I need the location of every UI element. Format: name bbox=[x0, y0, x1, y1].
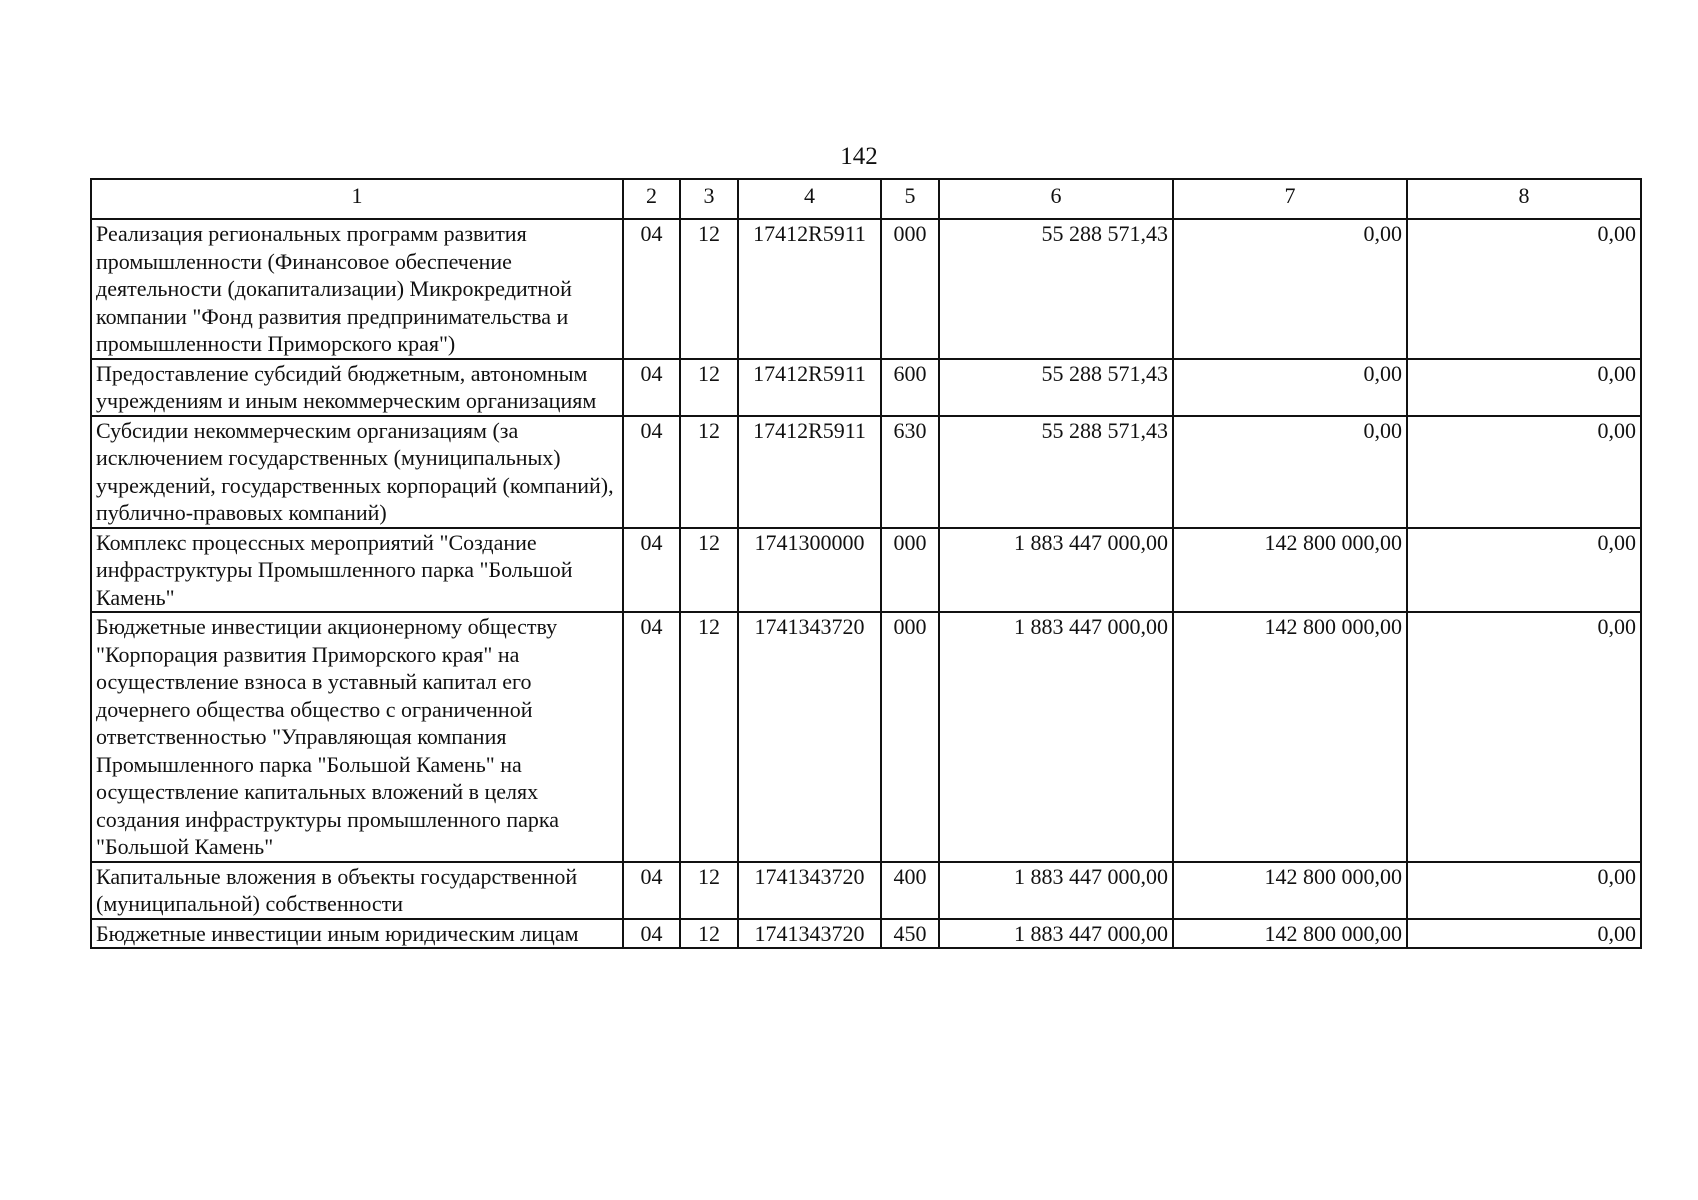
row-name-cell: Комплекс процессных мероприятий "Создание инфраструктуры Промышленного парка "Большой Камень" bbox=[91, 528, 623, 613]
amount-col7-cell: 0,00 bbox=[1173, 416, 1407, 528]
amount-col7-cell: 0,00 bbox=[1173, 359, 1407, 416]
row-name-cell: Бюджетные инвестиции акционерному обществу "Корпорация развития Приморского края" на осуществление взноса в уставный капитал его дочернего общества общество с ограниченной ответственностью "Управляющая компания Промышленного парка "Большой Камень" на осуществление капитальных вложений в целях создания инфраструктуры промышленного парка "Большой Камень" bbox=[91, 612, 623, 862]
amount-col8-cell: 0,00 bbox=[1407, 862, 1641, 919]
section-code-cell: 04 bbox=[623, 612, 680, 862]
target-article-cell: 1741343720 bbox=[738, 919, 881, 949]
section-code-cell: 04 bbox=[623, 528, 680, 613]
expense-type-cell: 600 bbox=[881, 359, 939, 416]
amount-col8-cell: 0,00 bbox=[1407, 359, 1641, 416]
amount-col8-cell: 0,00 bbox=[1407, 919, 1641, 949]
amount-col8-cell: 0,00 bbox=[1407, 528, 1641, 613]
amount-col6-cell: 1 883 447 000,00 bbox=[939, 612, 1173, 862]
table-row bbox=[91, 612, 1641, 862]
amount-col8-cell: 0,00 bbox=[1407, 612, 1641, 862]
row-name-cell: Предоставление субсидий бюджетным, автономным учреждениям и иным некоммерческим организациям bbox=[91, 359, 623, 416]
column-header-7: 7 bbox=[1173, 179, 1407, 219]
subsection-code-cell: 12 bbox=[680, 528, 738, 613]
amount-col7-cell: 142 800 000,00 bbox=[1173, 528, 1407, 613]
budget-table bbox=[90, 178, 1642, 949]
row-name-cell: Капитальные вложения в объекты государственной (муниципальной) собственности bbox=[91, 862, 623, 919]
amount-col6-cell: 1 883 447 000,00 bbox=[939, 862, 1173, 919]
table-row bbox=[91, 528, 1641, 613]
subsection-code-cell: 12 bbox=[680, 416, 738, 528]
header-row bbox=[91, 179, 1641, 219]
subsection-code-cell: 12 bbox=[680, 919, 738, 949]
table-row bbox=[91, 919, 1641, 949]
amount-col6-cell: 55 288 571,43 bbox=[939, 416, 1173, 528]
amount-col7-cell: 142 800 000,00 bbox=[1173, 862, 1407, 919]
expense-type-cell: 450 bbox=[881, 919, 939, 949]
column-header-4: 4 bbox=[738, 179, 881, 219]
section-code-cell: 04 bbox=[623, 862, 680, 919]
subsection-code-cell: 12 bbox=[680, 612, 738, 862]
expense-type-cell: 000 bbox=[881, 219, 939, 359]
table-row bbox=[91, 359, 1641, 416]
table-row bbox=[91, 416, 1641, 528]
amount-col6-cell: 1 883 447 000,00 bbox=[939, 919, 1173, 949]
section-code-cell: 04 bbox=[623, 416, 680, 528]
target-article-cell: 1741343720 bbox=[738, 612, 881, 862]
amount-col7-cell: 0,00 bbox=[1173, 219, 1407, 359]
section-code-cell: 04 bbox=[623, 219, 680, 359]
amount-col7-cell: 142 800 000,00 bbox=[1173, 919, 1407, 949]
expense-type-cell: 000 bbox=[881, 612, 939, 862]
target-article-cell: 1741300000 bbox=[738, 528, 881, 613]
row-name-cell: Бюджетные инвестиции иным юридическим лицам bbox=[91, 919, 623, 949]
amount-col6-cell: 55 288 571,43 bbox=[939, 219, 1173, 359]
column-header-5: 5 bbox=[881, 179, 939, 219]
row-name-cell: Реализация региональных программ развития промышленности (Финансовое обеспечение деятельности (докапитализации) Микрокредитной компании "Фонд развития предпринимательства и промышленности Приморского края") bbox=[91, 219, 623, 359]
subsection-code-cell: 12 bbox=[680, 219, 738, 359]
target-article-cell: 17412R5911 bbox=[738, 359, 881, 416]
section-code-cell: 04 bbox=[623, 919, 680, 949]
column-header-6: 6 bbox=[939, 179, 1173, 219]
column-header-1: 1 bbox=[91, 179, 623, 219]
expense-type-cell: 630 bbox=[881, 416, 939, 528]
table-row bbox=[91, 219, 1641, 359]
amount-col7-cell: 142 800 000,00 bbox=[1173, 612, 1407, 862]
column-header-8: 8 bbox=[1407, 179, 1641, 219]
target-article-cell: 17412R5911 bbox=[738, 416, 881, 528]
subsection-code-cell: 12 bbox=[680, 862, 738, 919]
table-row bbox=[91, 862, 1641, 919]
amount-col8-cell: 0,00 bbox=[1407, 416, 1641, 528]
column-header-3: 3 bbox=[680, 179, 738, 219]
page-number: 142 bbox=[840, 143, 878, 170]
section-code-cell: 04 bbox=[623, 359, 680, 416]
amount-col8-cell: 0,00 bbox=[1407, 219, 1641, 359]
column-header-2: 2 bbox=[623, 179, 680, 219]
target-article-cell: 1741343720 bbox=[738, 862, 881, 919]
amount-col6-cell: 55 288 571,43 bbox=[939, 359, 1173, 416]
expense-type-cell: 400 bbox=[881, 862, 939, 919]
row-name-cell: Субсидии некоммерческим организациям (за исключением государственных (муниципальных) учреждений, государственных корпораций (компаний), публично-правовых компаний) bbox=[91, 416, 623, 528]
expense-type-cell: 000 bbox=[881, 528, 939, 613]
amount-col6-cell: 1 883 447 000,00 bbox=[939, 528, 1173, 613]
target-article-cell: 17412R5911 bbox=[738, 219, 881, 359]
subsection-code-cell: 12 bbox=[680, 359, 738, 416]
